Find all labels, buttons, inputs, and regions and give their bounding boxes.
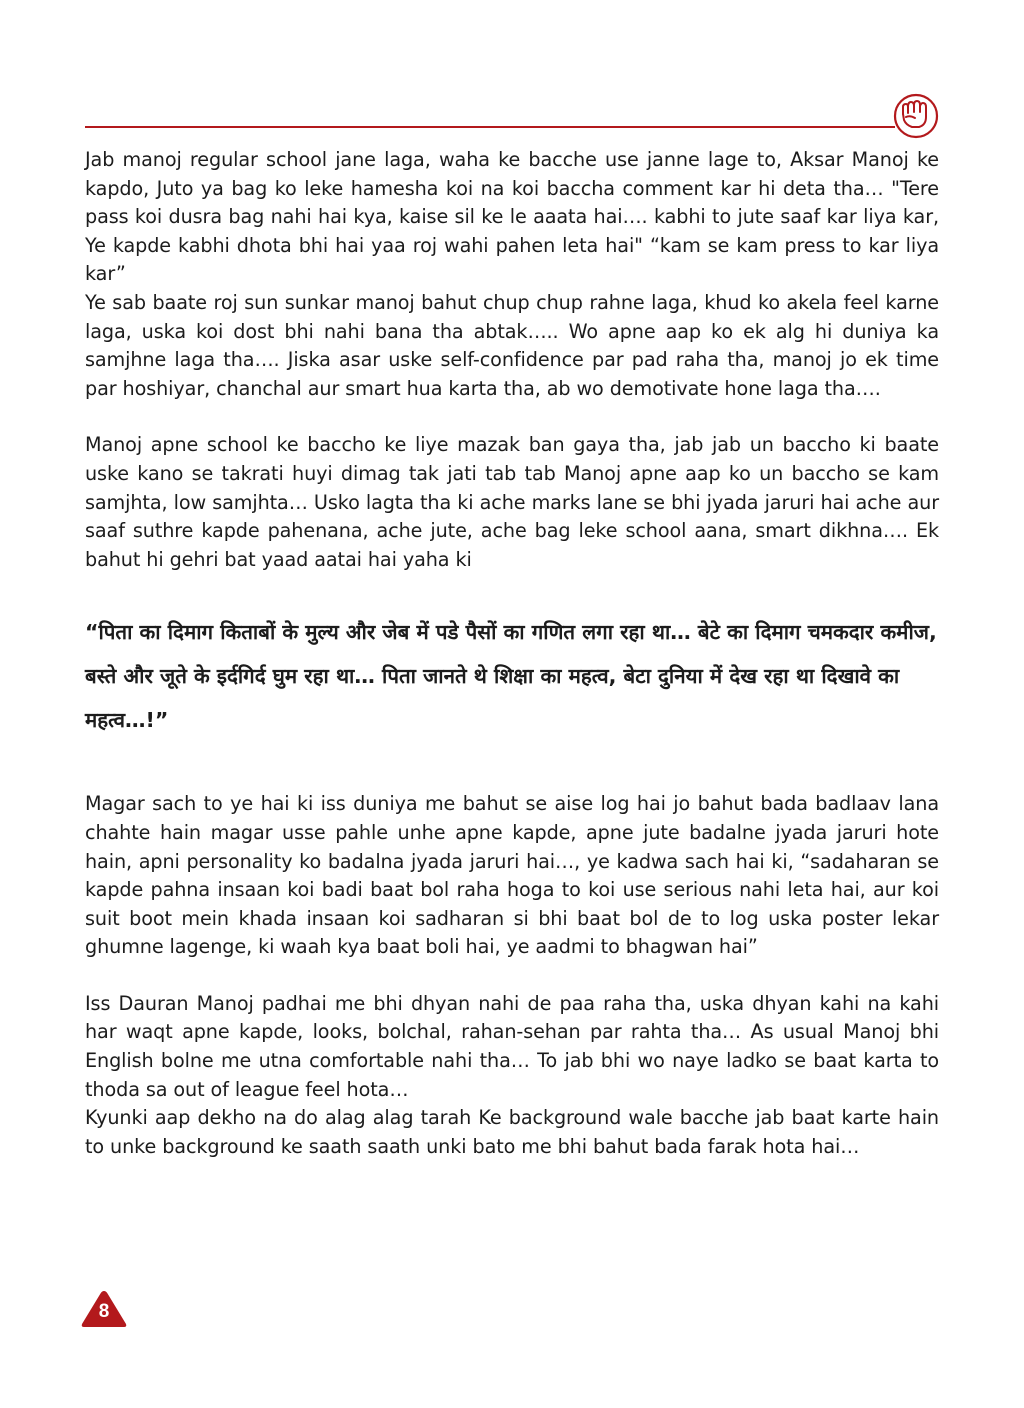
- paragraph-4: Magar sach to ye hai ki iss duniya me bahut se aise log hai jo bahut bada badlaav lana chahte hain magar usse pahle unhe apne kapde, apne jute badalne jyada jaruri hote hain, apni personality ko badalna jyada jaruri hai…, ye kadwa sach hai ki, “sadaharan se kapde pahna insaan koi badi baat bol raha hoga to koi use serious nahi leta hai, aur koi suit boot mein khada insaan koi sadharan si bhi baat bol de to log uska poster lekar ghumne lagenge, ki waah kya baat boli hai, ye aadmi to bhagwan hai”: [85, 792, 939, 959]
- raised-fist-icon: [890, 90, 942, 142]
- paragraph-2: Ye sab baate roj sun sunkar manoj bahut chup chup rahne laga, khud ko akela feel karne laga, uska koi dost bhi nahi bana tha abtak….. Wo apne aap ko ek alg hi duniya ka samjhne laga tha…. Jiska asar uske self-confidence par pad raha tha, manoj jo ek time par hoshiyar, chanchal aur smart hua karta tha, ab wo demotivate hone laga tha….: [85, 290, 939, 400]
- paragraph-6: Kyunki aap dekho na do alag alag tarah Ke background wale bacche jab baat karte hain to unke background ke saath saath unki bato me bhi bahut bada farak hota hai…: [85, 1106, 939, 1158]
- page-number: 8: [98, 1301, 110, 1322]
- paragraph-3: Manoj apne school ke baccho ke liye mazak ban gaya tha, jab jab un baccho ki baate uske kano se takrati huyi dimag tak jati tab tab Manoj apne aap ko un baccho se kam samjhta, low samjhta… Usko lagta tha ki ache marks lane se bhi jyada jaruri hai ache aur saaf suthre kapde pahenana, ache jute, ache bag leke school aana, smart dikhna…. Ek bahut hi gehri bat yaad aatai hai yaha ki: [85, 433, 939, 571]
- page-content: [85, 146, 939, 1161]
- paragraph-1: Jab manoj regular school jane laga, waha ke bacche use janne lage to, Aksar Manoj ke kapdo, Juto ya bag ko leke hamesha koi na koi baccha comment kar hi deta tha… "Tere pass koi dusra bag nahi hai kya, kaise sil ke le aaata hai…. kabhi to jute saaf kar liya kar, Ye kapde kabhi dhota bhi hai yaa roj wahi pahen leta hai" “kam se kam press to kar liya kar”: [85, 148, 939, 286]
- paragraph-5: Iss Dauran Manoj padhai me bhi dhyan nahi de paa raha tha, uska dhyan kahi na kahi har waqt apne kapde, looks, bolchal, rahan-sehan par rahta tha… As usual Manoj bhi English bolne me utna comfortable nahi tha… To jab bhi wo naye ladko se baat karta to thoda sa out of league feel hota…: [85, 991, 939, 1101]
- header-divider: [85, 126, 895, 128]
- hindi-quote: “पिता का दिमाग किताबों के मुल्य और जेब में पडे पैसों का गणित लगा रहा था… बेटे का दिमाग चमकदार कमीज, बस्ते और जूते के इर्दगिर्द घुम रहा था… पिता जानते थे शिक्षा का महत्व, बेटा दुनिया में देख रहा था दिखावे का महत्व…!”: [85, 620, 937, 733]
